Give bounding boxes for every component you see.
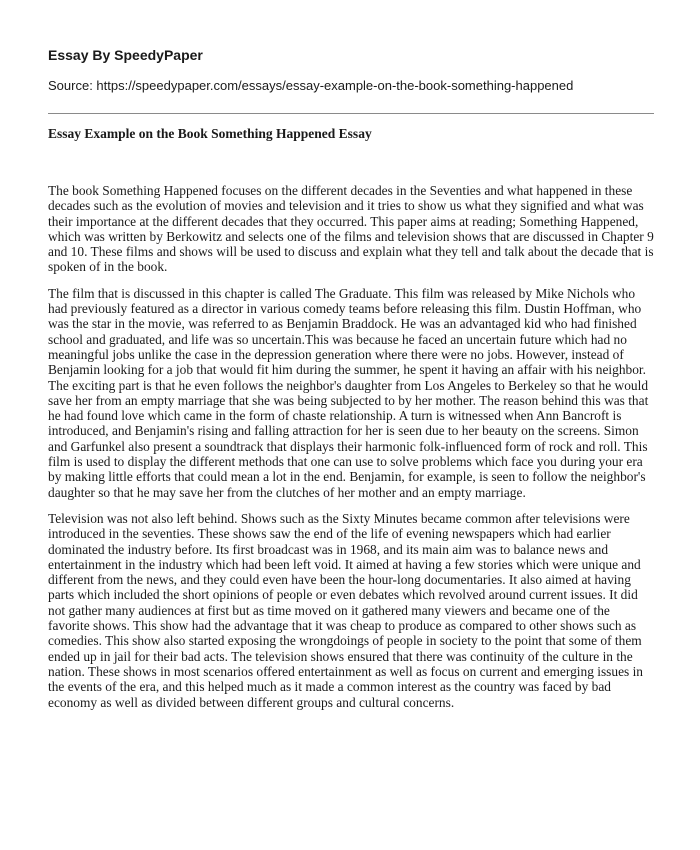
source-line: Source: https://speedypaper.com/essays/essay-example-on-the-book-something-happened (48, 78, 574, 93)
header-divider (48, 113, 654, 114)
essay-title: Essay Example on the Book Something Happened Essay (48, 126, 372, 141)
essay-body (48, 183, 654, 710)
essay-paragraph-1: The book Something Happened focuses on the different decades in the Seventies and what happened in these decades such as the evolution of movies and television and it tries to show us what they signified and what was their importance at the different decades that they occurred. This paper aims at reading; Something Happened, which was written by Berkowitz and selects one of the films and television shows that are discussed in Chapter 9 and 10. These films and shows will be used to discuss and explain what they tell and talk about the decade that is spoken of in the book. (48, 183, 654, 275)
essay-paragraph-2: The film that is discussed in this chapter is called The Graduate. This film was released by Mike Nichols who had previously featured as a director in various comedy teams before releasing this film. Dustin Hoffman, who was the star in the movie, was referred to as Benjamin Braddock. He was an advantaged kid who had finished school and graduated, and life was so uncertain.This was because he faced an uncertain future which had no meaningful jobs unlike the case in the depression generation where there were no jobs. However, instead of Benjamin looking for a job that would fit him during the summer, he spent it having an affair with his neighbor. The exciting part is that he even follows the neighbor's daughter from Los Angeles to Berkeley so that he would save her from an empty marriage that she was being subjected to by her mother. The reason behind this was that he had found love which came in the form of chaste relationship. A turn is witnessed when Ann Bancroft is introduced, and Benjamin's rising and falling attraction for her is seen due to her beauty on the screens. Simon and Garfunkel also present a soundtrack that displays their harmonic folk-influenced form of rock and roll. This film is used to display the different methods that one can use to solve problems which face you during your era by making little efforts that could mean a lot in the end. Benjamin, for example, is seen to follow the neighbor's daughter so that he may save her from the clutches of her mother and an empty marriage. (48, 285, 649, 500)
essay-paragraph-3: Television was not also left behind. Shows such as the Sixty Minutes became common after televisions were introduced in the seventies. These shows saw the end of the life of evening newspapers which had earlier dominated the industry before. Its first broadcast was in 1968, and its main aim was to balance news and entertainment in the industry which had been left void. It aimed at having a few stories which were unique and different from the news, and they could even have been the hour-long documentaries. It also aimed at having parts which included the short opinions of people or even debates which revolved around current issues. It did not gather many audiences at first but as time moved on it gathered many viewers and became one of the favorite shows. This show had the advantage that it was cheap to produce as compared to other shows such as comedies. This show also started exposing the wrongdoings of people in society to the point that some of them ended up in jail for their bad acts. The television shows ensured that there was continuity of the culture in the nation. These shows in most scenarios offered entertainment as well as focus on current and emerging issues in the events of the era, and this helped much as it made a common interest as the country was faced by bad economy as well as divided between different groups and cultural concerns. (48, 510, 643, 710)
document-header-title: Essay By SpeedyPaper (48, 47, 203, 63)
